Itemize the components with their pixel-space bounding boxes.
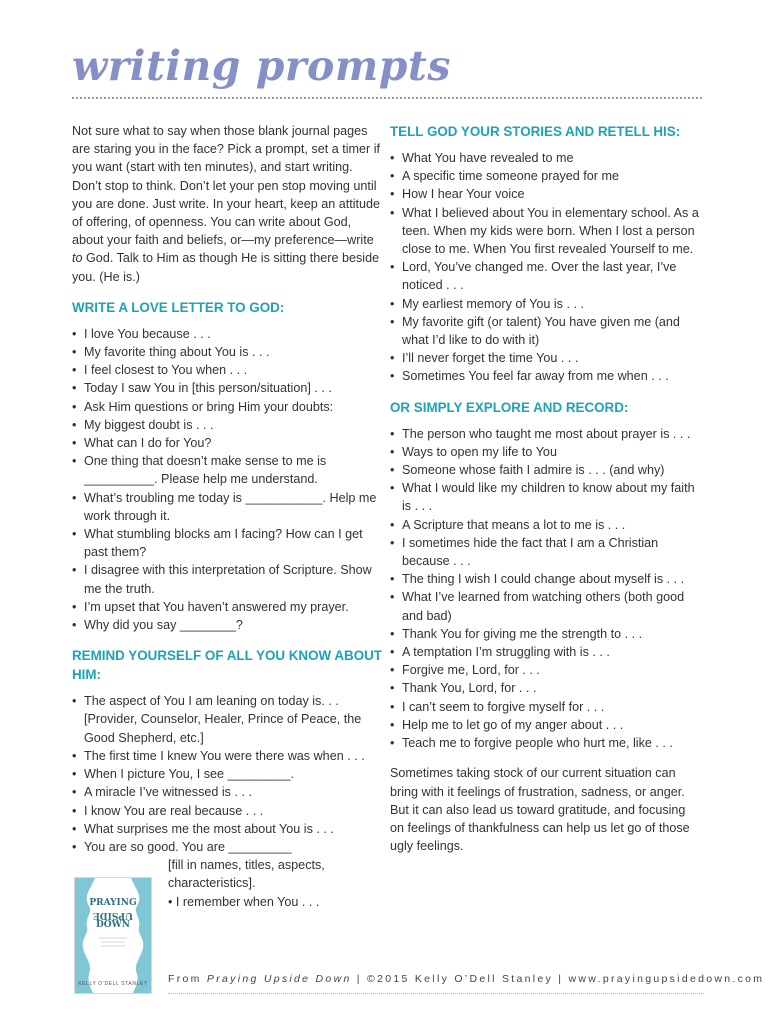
remind-extra-line: • I remember when You . . . [168, 894, 320, 909]
list-item: • Sometimes You feel far away from me when . . . [390, 367, 700, 385]
list-item: • I disagree with this interpretation of Scripture. Show me the truth. [72, 561, 382, 597]
book-cover-art-icon [75, 878, 151, 993]
list-item: • I feel closest to You when . . . [72, 361, 382, 379]
list-item: • I’m upset that You haven’t answered my prayer. [72, 598, 382, 616]
list-item: • The thing I wish I could change about myself is . . . [390, 570, 700, 588]
list-item: • What stumbling blocks am I facing? How can I get past them? [72, 525, 382, 561]
list-item: • Ways to open my life to You [390, 443, 700, 461]
love-letter-heading: WRITE A LOVE LETTER TO GOD: [72, 299, 285, 315]
list-item: • I know You are real because . . . [72, 802, 382, 820]
list-item: • One thing that doesn’t make sense to me is __________. Please help me understand. [72, 452, 382, 488]
remind-list [72, 692, 382, 856]
list-item: • Someone whose faith I admire is . . . (and why) [390, 461, 700, 479]
intro-paragraph [72, 122, 382, 286]
remind-extra-line: [fill in names, titles, aspects, characteristics]. [168, 858, 325, 891]
closing-paragraph: Sometimes taking stock of our current situation can bring with it feelings of frustration, sadness, or anger. But it can also lead us toward gratitude, and focusing on feelings of thankfulness can help us let go of those ugly feelings. [390, 766, 690, 854]
left-column [72, 122, 382, 911]
list-item: • The person who taught me most about prayer is . . . [390, 425, 700, 443]
list-item: • What can I do for You? [72, 434, 382, 452]
list-item: • Forgive me, Lord, for . . . [390, 661, 700, 679]
list-item: • How I hear Your voice [390, 185, 700, 203]
list-item: • My favorite gift (or talent) You have given me (and what I’d like to do with it) [390, 313, 700, 349]
love-letter-list [72, 325, 382, 634]
footer-credit [168, 973, 765, 985]
explore-list [390, 425, 700, 753]
list-item: • My earliest memory of You is . . . [390, 295, 700, 313]
footer-book-title: Praying Upside Down [206, 973, 352, 985]
list-item: • Today I saw You in [this person/situation] . . . [72, 379, 382, 397]
explore-heading: OR SIMPLY EXPLORE AND RECORD: [390, 399, 629, 415]
list-item: • I love You because . . . [72, 325, 382, 343]
title-divider [72, 97, 702, 99]
list-item: • Thank You for giving me the strength to . . . [390, 625, 700, 643]
list-item: • A temptation I’m struggling with is . . . [390, 643, 700, 661]
footer-prefix: From [168, 973, 207, 985]
list-item: • What I would like my children to know about my faith is . . . [390, 479, 700, 515]
book-cover-title-bottom: DOWN [96, 920, 130, 930]
book-cover-author: KELLY O’DELL STANLEY [78, 981, 148, 987]
intro-text: Not sure what to say when those blank journal pages are staring you in the face? Pick a prompt, set a timer if you want (start with ten minutes), and start writing. Don’t stop to think. Don’t let your pen stop moving until you are done. Just write. In your heart, keep an attitude of offering, of openness. You can write about God, about your faith and beliefs, or—my preference—write [72, 124, 381, 248]
list-item: • What I’ve learned from watching others (both good and bad) [390, 588, 700, 624]
list-item: • What You have revealed to me [390, 149, 700, 167]
footer-divider [168, 993, 704, 994]
remind-heading: REMIND YOURSELF OF ALL YOU KNOW ABOUT HIM: [72, 648, 382, 683]
list-item: • Thank You, Lord, for . . . [390, 679, 700, 697]
list-item: • I’ll never forget the time You . . . [390, 349, 700, 367]
list-item: • Teach me to forgive people who hurt me, like . . . [390, 734, 700, 752]
intro-text-end: God. Talk to Him as though He is sitting there beside you. (He is.) [72, 251, 380, 284]
right-column [390, 122, 700, 855]
list-item: • I sometimes hide the fact that I am a Christian because . . . [390, 534, 700, 570]
list-item: • What I believed about You in elementary school. As a teen. When my kids were born. When I lost a person close to me. When You first revealed Yourself to me. [390, 204, 700, 259]
intro-emphasis: to [72, 251, 83, 266]
list-item: • Why did you say ________? [72, 616, 382, 634]
list-item: • My biggest doubt is . . . [72, 416, 382, 434]
list-item: • What surprises me the most about You is . . . [72, 820, 382, 838]
list-item: • The first time I knew You were there was when . . . [72, 747, 382, 765]
list-item: • When I picture You, I see _________. [72, 765, 382, 783]
list-item: • Help me to let go of my anger about . . . [390, 716, 700, 734]
list-item: • Lord, You’ve changed me. Over the last year, I’ve noticed . . . [390, 258, 700, 294]
list-item: • I can’t seem to forgive myself for . . . [390, 698, 700, 716]
book-cover-image [74, 877, 152, 994]
list-item: • A miracle I’ve witnessed is . . . [72, 783, 382, 801]
list-item: • The aspect of You I am leaning on today is. . . [Provider, Counselor, Healer, Prince of Peace, the Good Shepherd, etc.] [72, 692, 382, 747]
footer-rest: | ©2015 Kelly O’Dell Stanley | www.prayingupsidedown.com [351, 973, 765, 985]
list-item: • A Scripture that means a lot to me is . . . [390, 516, 700, 534]
stories-list [390, 149, 700, 386]
page-title: writing prompts [72, 42, 451, 90]
book-cover-title-top: PRAYING [89, 898, 137, 908]
list-item: • What’s troubling me today is ___________. Help me work through it. [72, 489, 382, 525]
list-item: • A specific time someone prayed for me [390, 167, 700, 185]
stories-heading: TELL GOD YOUR STORIES AND RETELL HIS: [390, 124, 681, 139]
book-cover-title-flipped: UPSIDE [93, 910, 133, 920]
list-item: • Ask Him questions or bring Him your doubts: [72, 398, 382, 416]
list-item: • You are so good. You are _________ [72, 838, 382, 856]
list-item: • My favorite thing about You is . . . [72, 343, 382, 361]
book-cover-title [75, 898, 151, 931]
